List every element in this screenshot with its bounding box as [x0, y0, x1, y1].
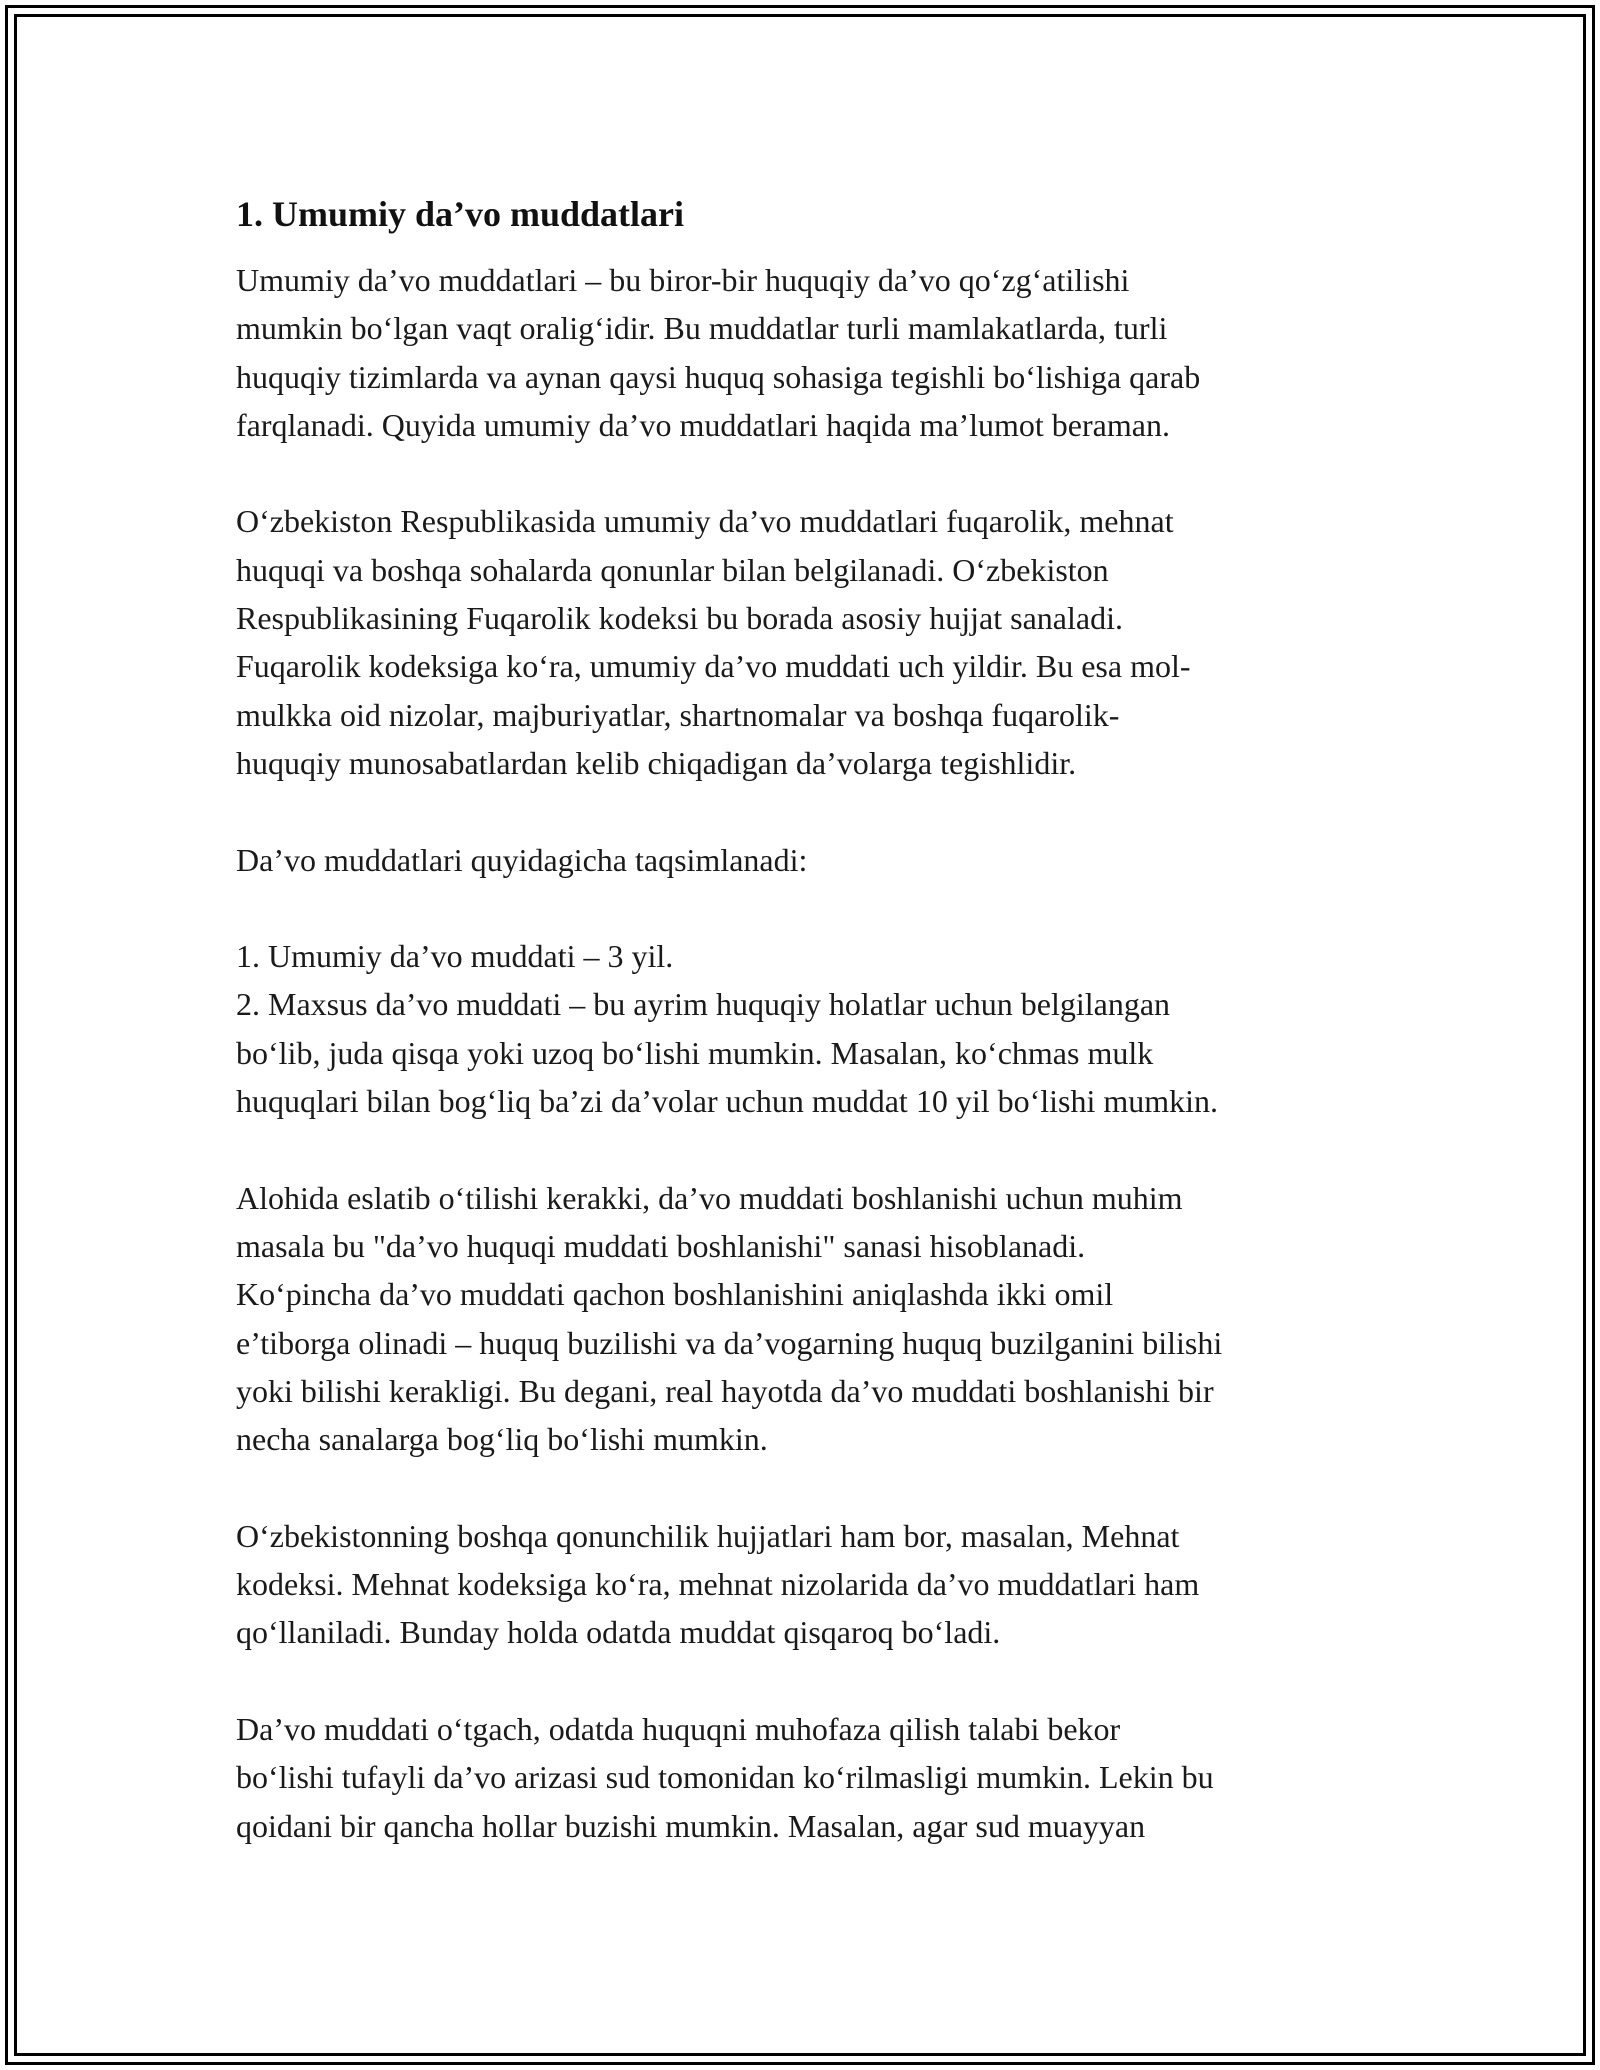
text-line: Ko‘pincha da’vo muddati qachon boshlanishini aniqlashda ikki omil: [236, 1276, 1114, 1313]
section-heading: 1. Umumiy da’vo muddatlari: [236, 194, 685, 234]
text-line: bo‘lib, juda qisqa yoki uzoq bo‘lishi mumkin. Masalan, ko‘chmas mulk: [236, 1034, 1154, 1071]
text-line: Da’vo muddati o‘tgach, odatda huquqni muhofaza qilish talabi bekor: [236, 1710, 1121, 1747]
list-item: 1. Umumiy da’vo muddati – 3 yil.: [236, 938, 674, 975]
paragraph-classification-intro: [236, 836, 1376, 884]
text-line: Fuqarolik kodeksiga ko‘ra, umumiy da’vo muddati uch yildir. Bu esa mol-: [236, 648, 1191, 685]
text-line: huquqiy munosabatlardan kelib chiqadigan da’volarga tegishlidir.: [236, 744, 1077, 781]
text-line: necha sanalarga bog‘liq bo‘lishi mumkin.: [236, 1421, 768, 1458]
text-line: farqlanadi. Quyida umumiy da’vo muddatlari haqida ma’lumot beraman.: [236, 406, 1170, 443]
text-line: Umumiy da’vo muddatlari – bu biror-bir huquqiy da’vo qo‘zg‘atilishi: [236, 262, 1130, 298]
text-line: huquqiy tizimlarda va aynan qaysi huquq sohasiga tegishli bo‘lishiga qarab: [236, 358, 1201, 395]
text-line: qoidani bir qancha hollar buzishi mumkin. Masalan, agar sud muayyan: [236, 1807, 1146, 1844]
text-line: Respublikasining Fuqarolik kodeksi bu borada asosiy hujjat sanaladi.: [236, 600, 1123, 637]
text-line: e’tiborga olinadi – huquq buzilishi va da’vogarning huquq buzilganini bilishi: [236, 1324, 1223, 1361]
text-line: masala bu "da’vo huquqi muddati boshlanishi" sanasi hisoblanadi.: [236, 1227, 1086, 1264]
text-line: O‘zbekistonning boshqa qonunchilik hujjatlari ham bor, masalan, Mehnat: [236, 1517, 1180, 1554]
text-line: mulkka oid nizolar, majburiyatlar, shartnomalar va boshqa fuqarolik-: [236, 696, 1120, 733]
paragraph-expiry: [236, 1705, 1376, 1850]
paragraph-definition: [236, 256, 1376, 449]
text-line: huquqi va boshqa sohalarda qonunlar bilan belgilanadi. O‘zbekiston: [236, 551, 1109, 588]
numbered-list: [236, 932, 1376, 1125]
text-line: huquqlari bilan bog‘liq ba’zi da’volar uchun muddat 10 yil bo‘lishi mumkin.: [236, 1083, 1219, 1120]
text-line: O‘zbekiston Respublikasida umumiy da’vo muddatlari fuqarolik, mehnat: [236, 503, 1174, 540]
text-line: Alohida eslatib o‘tilishi kerakki, da’vo muddati boshlanishi uchun muhim: [236, 1179, 1183, 1216]
text-line: yoki bilishi kerakligi. Bu degani, real hayotda da’vo muddati boshlanishi bir: [236, 1372, 1214, 1409]
text-line: qo‘llaniladi. Bunday holda odatda muddat qisqaroq bo‘ladi.: [236, 1614, 1001, 1651]
list-item: 2. Maxsus da’vo muddati – bu ayrim huquqiy holatlar uchun belgilangan: [236, 986, 1171, 1023]
paragraph-labor-code: [236, 1512, 1376, 1657]
text-line: kodeksi. Mehnat kodeksiga ko‘ra, mehnat nizolarida da’vo muddatlari ham: [236, 1566, 1200, 1603]
paragraph-uzbekistan-law: [236, 497, 1376, 787]
text-line: mumkin bo‘lgan vaqt oralig‘idir. Bu muddatlar turli mamlakatlarda, turli: [236, 310, 1168, 347]
text-line: bo‘lishi tufayli da’vo arizasi sud tomonidan ko‘rilmasligi mumkin. Lekin bu: [236, 1759, 1214, 1796]
text-line: Da’vo muddatlari quyidagicha taqsimlanadi:: [236, 841, 808, 878]
document-body: [236, 188, 1376, 1850]
paragraph-start-date: [236, 1174, 1376, 1464]
